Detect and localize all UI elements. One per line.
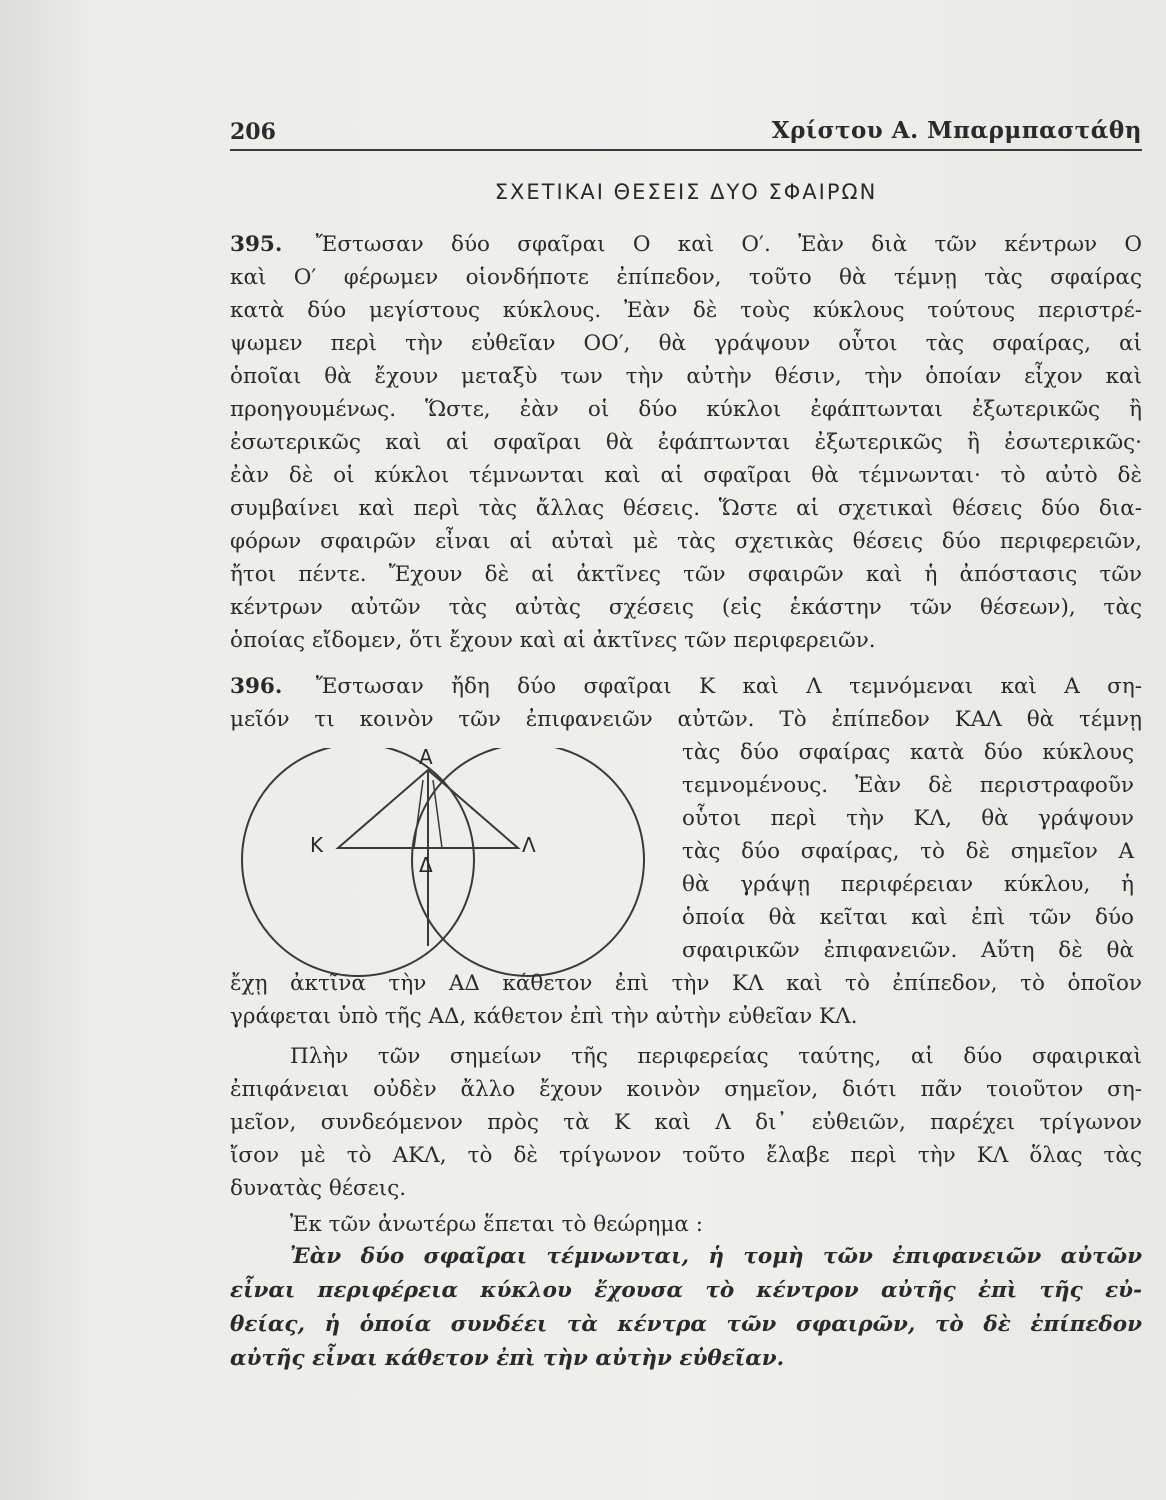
label-k: Κ — [310, 833, 324, 857]
theorem-line-1: Ἐὰν δύο σφαῖραι τέμνωνται, ἡ τομὴ τῶν ἐπιφανειῶν αὐτῶν — [290, 1244, 1142, 1269]
par395-text: Ἔστωσαν δύο σφαῖραι Ο καὶ Ο′. Ἐὰν διὰ τῶν κέντρων Ο — [315, 232, 1142, 257]
label-l: Λ — [522, 833, 536, 857]
intersecting-circles-diagram — [228, 748, 668, 978]
par396-wrap-line-4: τὰς δύο σφαίρας, τὸ δὲ σημεῖον Α — [682, 839, 1134, 864]
par396-text: Ἔστωσαν ἤδη δύο σφαῖραι Κ καὶ Λ τεμνόμεναι καὶ Α ση- — [315, 674, 1142, 699]
par396-number: 396. — [230, 674, 283, 699]
par396-wrap-line-2: τεμνομένους. Ἐὰν δὲ περιστραφοῦν — [682, 773, 1134, 798]
par395-line-11: ἤτοι πέντε. Ἔχουν δὲ αἱ ἀκτῖνες τῶν σφαιρῶν καὶ ἡ ἀπόστασις τῶν — [230, 562, 1142, 587]
label-a: Α — [419, 748, 433, 769]
par395-line-2: καὶ Ο′ φέρωμεν οἱονδήποτε ἐπίπεδον, τοῦτο θὰ τέμνῃ τὰς σφαίρας — [230, 265, 1142, 290]
par395-line-9: συμβαίνει καὶ περὶ τὰς ἄλλας θέσεις. Ὥστε αἱ σχετικαὶ θέσεις δύο δια- — [230, 496, 1142, 521]
theorem-line-4: αὐτῆς εἶναι κάθετον ἐπὶ τὴν αὐτὴν εὐθεῖαν. — [230, 1346, 785, 1371]
par396-wrap-line-6: ὁποία θὰ κεῖται καὶ ἐπὶ τῶν δύο — [682, 905, 1134, 930]
par396-line-1 — [230, 672, 1142, 702]
label-d: Δ — [419, 853, 433, 877]
par396-wrap-line-5: θὰ γράψῃ περιφέρειαν κύκλου, ἡ — [682, 872, 1134, 897]
par396-after-line-1: ἔχῃ ἀκτῖνα τὴν ΑΔ κάθετον ἐπὶ τὴν ΚΛ καὶ τὸ ἐπίπεδον, τὸ ὁποῖον — [230, 971, 1142, 996]
par396-wrap-line-3: οὗτοι περὶ τὴν ΚΛ, θὰ γράψουν — [682, 806, 1134, 831]
hidden-line-right — [433, 780, 442, 848]
running-head: Χρίστου Α. Μπαρμπαστάθη — [771, 117, 1142, 144]
par395-line-3: κατὰ δύο μεγίστους κύκλους. Ἐὰν δὲ τοὺς κύκλους τούτους περιστρέ- — [230, 298, 1142, 323]
two-spheres-figure — [228, 748, 668, 978]
par396-p2-line-5: δυνατὰς θέσεις. — [230, 1176, 407, 1201]
par396-p2-line-4: ἴσον μὲ τὸ ΑΚΛ, τὸ δὲ τρίγωνον τοῦτο ἔλαβε περὶ τὴν ΚΛ ὅλας τὰς — [230, 1143, 1142, 1168]
page-number: 206 — [230, 119, 276, 145]
par396-after-line-2: γράφεται ὑπὸ τῆς ΑΔ, κάθετον ἐπὶ τὴν αὐτὴν εὐθεῖαν ΚΛ. — [230, 1004, 858, 1029]
theorem-line-3: θείας, ἡ ὁποία συνδέει τὰ κέντρα τῶν σφαιρῶν, τὸ δὲ ἐπίπεδον — [230, 1312, 1142, 1337]
theorem-intro: Ἐκ τῶν ἀνωτέρω ἕπεται τὸ θεώρημα : — [290, 1212, 703, 1237]
circle-l — [412, 748, 644, 976]
par395-line-10: φόρων σφαιρῶν εἶναι αἱ αὐταὶ μὲ τὰς σχετικὰς θέσεις δύο περιφερειῶν, — [230, 529, 1142, 554]
par396-p2-line-1: Πλὴν τῶν σημείων τῆς περιφερείας ταύτης, αἱ δύο σφαιρικαὶ — [290, 1044, 1142, 1069]
par395-line-12: κέντρων αὐτῶν τὰς αὐτὰς σχέσεις (εἰς ἑκάστην τῶν θέσεων), τὰς — [230, 595, 1142, 620]
theorem-line-2: εἶναι περιφέρεια κύκλου ἔχουσα τὸ κέντρον αὐτῆς ἐπὶ τῆς εὐ- — [230, 1278, 1142, 1303]
par395-line-13: ὁποίας εἴδομεν, ὅτι ἔχουν καὶ αἱ ἀκτῖνες τῶν περιφερειῶν. — [230, 628, 876, 653]
par396-p2-line-2: ἐπιφάνειαι οὐδὲν ἄλλο ἔχουν κοινὸν σημεῖον, διότι πᾶν τοιοῦτον ση- — [230, 1077, 1142, 1102]
par395-number: 395. — [230, 232, 283, 257]
par395-line-4: ψωμεν περὶ τὴν εὐθεῖαν ΟΟ′, θὰ γράψουν οὗτοι τὰς σφαίρας, αἱ — [230, 331, 1142, 356]
page-header — [230, 113, 1142, 151]
par395-line-7: ἐσωτερικῶς καὶ αἱ σφαῖραι θὰ ἐφάπτωνται ἐξωτερικῶς ἢ ἐσωτερικῶς· — [230, 430, 1142, 455]
par396-wrap-line-7: σφαιρικῶν ἐπιφανειῶν. Αὕτη δὲ θὰ — [682, 938, 1134, 963]
par395-line-8: ἐὰν δὲ οἱ κύκλοι τέμνωνται καὶ αἱ σφαῖραι θὰ τέμνωνται· τὸ αὐτὸ δὲ — [230, 463, 1142, 488]
section-title: ΣΧΕΤΙΚΑΙ ΘΕΣΕΙΣ ΔΥΟ ΣΦΑΙΡΩΝ — [494, 180, 878, 204]
circle-k — [242, 748, 474, 976]
par395-line-5: ὁποῖαι θὰ ἔχουν μεταξὺ των τὴν αὐτὴν θέσιν, τὴν ὁποίαν εἶχον καὶ — [230, 364, 1142, 389]
par395-line-6: προηγουμένως. Ὥστε, ἐὰν οἱ δύο κύκλοι ἐφάπτωνται ἐξωτερικῶς ἢ — [230, 397, 1142, 422]
par396-line-2: μεῖόν τι κοινὸν τῶν ἐπιφανειῶν αὐτῶν. Τὸ ἐπίπεδον ΚΑΛ θὰ τέμνῃ — [230, 707, 1142, 732]
par396-wrap-line-1: τὰς δύο σφαίρας κατὰ δύο κύκλους — [682, 740, 1134, 765]
par396-p2-line-3: μεῖον, συνδεόμενον πρὸς τὰ Κ καὶ Λ δι᾽ εὐθειῶν, παρέχει τρίγωνον — [230, 1110, 1142, 1135]
par395-line-1 — [230, 230, 1142, 260]
